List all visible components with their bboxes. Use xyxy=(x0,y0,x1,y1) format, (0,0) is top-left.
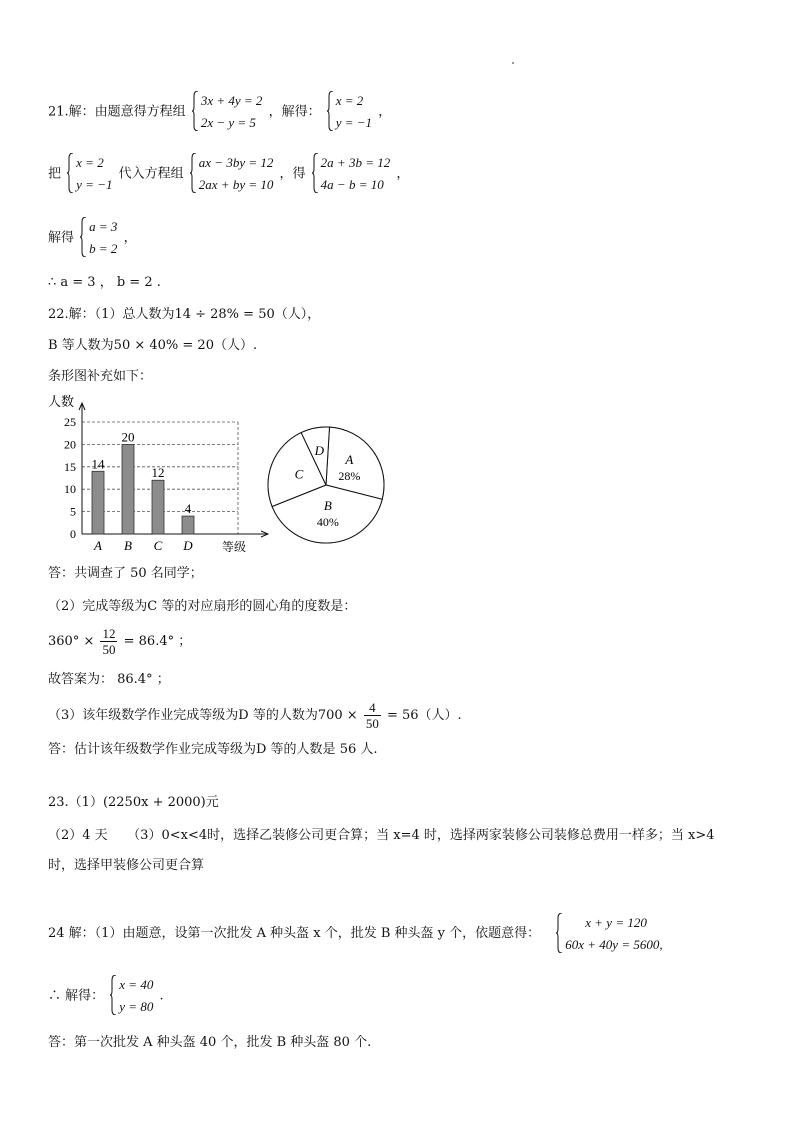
x-tick-label: A xyxy=(94,538,102,552)
q21-conclusion: ∴ a = 3 ， b = 2 . xyxy=(48,275,161,290)
y-axis-label: 人数 xyxy=(48,395,75,410)
comma: ， xyxy=(396,166,410,182)
denominator: 50 xyxy=(365,716,379,731)
q21-intro: 21.解：由题意得方程组 xyxy=(48,104,186,120)
text: = 86.4° ； xyxy=(123,634,192,649)
q21-line-1 xyxy=(48,90,391,134)
q24-answer: 答：第一次批发 A 种头盔 40 个，批发 B 种头盔 80 个. xyxy=(48,1035,372,1050)
text: （3）该年级数学作业完成等级为D 等的人数为700 × xyxy=(48,708,358,723)
pie-slice-label: C xyxy=(294,466,304,482)
bar-data-label: 20 xyxy=(121,429,135,445)
q22-part2-answer: 故答案为： 86.4° ； xyxy=(48,672,170,687)
equation: a = 3 xyxy=(89,219,118,234)
equation: 3x + 4y = 2 xyxy=(200,93,263,108)
q23-line-1: 23.（1）(2250x + 2000)元 xyxy=(48,795,219,810)
pie-slice-label: D xyxy=(314,442,325,458)
y-tick-label: 15 xyxy=(64,459,76,474)
text: 解得 xyxy=(48,230,75,246)
equation: 2a + 3b = 12 xyxy=(320,155,391,170)
bar-data-label: 12 xyxy=(151,465,165,481)
comma: ， xyxy=(378,104,392,120)
bar-D xyxy=(182,516,194,534)
x-axis-label: 等级 xyxy=(222,540,247,552)
x-tick-label: C xyxy=(153,538,163,552)
q21-solution-1 xyxy=(327,90,372,134)
equation: y = −1 xyxy=(335,115,373,130)
pie-slice-percent: 28% xyxy=(338,468,361,483)
y-tick-label: 5 xyxy=(70,504,76,519)
q22-part3-answer: 答：估计该年级数学作业完成等级为D 等的人数是 56 人. xyxy=(48,742,378,757)
text: ∴ 解得： xyxy=(48,988,105,1004)
fraction xyxy=(100,626,117,657)
q21-line-2 xyxy=(48,152,409,196)
q21-system-2 xyxy=(190,152,274,196)
q21-substitute-system xyxy=(67,152,112,196)
bar-A xyxy=(92,471,104,534)
q22-part2-expression xyxy=(48,626,191,657)
q22-part2-heading: （2）完成等级为C 等的对应扇形的圆心角的度数是： xyxy=(48,599,357,614)
bar-data-label: 14 xyxy=(91,456,105,472)
equation: 4a − b = 10 xyxy=(320,177,384,192)
q21-solve-label: ，解得： xyxy=(268,104,321,120)
equation: b = 2 xyxy=(89,241,118,256)
text: ，得 xyxy=(279,166,306,182)
equation: 60x + 40y = 5600, xyxy=(565,937,663,952)
pie-chart xyxy=(261,420,391,550)
bar-C xyxy=(152,480,164,534)
text: 360° × xyxy=(48,634,95,649)
x-tick-label: B xyxy=(124,538,132,552)
numerator: 4 xyxy=(364,700,381,716)
q22-line-1: 22.解：（1）总人数为14 ÷ 28% = 50（人）， xyxy=(48,307,321,322)
scan-dot xyxy=(512,62,514,64)
equation: ax − 3by = 12 xyxy=(198,155,274,170)
q24-line-1 xyxy=(48,912,665,956)
y-tick-label: 0 xyxy=(70,527,76,541)
comma: ， xyxy=(123,230,137,246)
bar-B xyxy=(122,444,134,534)
q22-line-2: B 等人数为50 × 40% = 20（人）. xyxy=(48,338,258,353)
equation: x = 2 xyxy=(76,155,104,170)
bar-chart xyxy=(44,392,274,552)
q22-line-3: 条形图补充如下： xyxy=(48,369,153,384)
y-tick-label: 10 xyxy=(64,482,76,497)
pie-slice-label: A xyxy=(345,451,354,467)
text: 24 解：（1）由题意，设第一次批发 A 种头盔 x 个，批发 B 种头盔 y 个，依题意得： xyxy=(48,926,541,941)
period: . xyxy=(159,988,164,1004)
equation: 2ax + by = 10 xyxy=(198,177,274,192)
pie-slice-label: B xyxy=(323,497,332,513)
numerator: 12 xyxy=(102,626,116,641)
pie-slice-percent: 40% xyxy=(316,514,339,529)
equation: x + y = 120 xyxy=(585,915,647,930)
q23-line-3: 时，选择甲装修公司更合算 xyxy=(48,858,205,873)
x-tick-label: D xyxy=(183,538,193,552)
fraction xyxy=(364,700,381,731)
denominator: 50 xyxy=(102,642,116,657)
text: 代入方程组 xyxy=(118,166,184,182)
y-tick-label: 20 xyxy=(64,437,76,452)
equation: x = 40 xyxy=(119,977,154,992)
text: 把 xyxy=(48,166,62,182)
text: = 56（人）. xyxy=(386,708,462,723)
bar-data-label: 4 xyxy=(184,501,192,517)
q22-part3 xyxy=(48,700,462,731)
q21-system-1 xyxy=(192,90,263,134)
q21-line-3 xyxy=(48,216,137,260)
equation: y = −1 xyxy=(76,177,113,192)
q21-final-solution xyxy=(80,216,117,260)
y-tick-label: 25 xyxy=(64,415,76,429)
equation: 2x − y = 5 xyxy=(200,115,256,130)
q24-solution xyxy=(110,974,153,1018)
equation: y = 80 xyxy=(119,999,154,1014)
q23-line-2: （2）4 天 （3）0<x<4时，选择乙装修公司更合算；当 x=4 时，选择两家装修公司装修总费用一样多；当 x>4 xyxy=(48,828,715,843)
q21-system-3 xyxy=(312,152,391,196)
q24-system xyxy=(556,912,662,956)
q24-line-2 xyxy=(48,974,164,1018)
equation: x = 2 xyxy=(335,93,364,108)
q22-answer-1: 答：共调查了 50 名同学； xyxy=(48,566,203,581)
